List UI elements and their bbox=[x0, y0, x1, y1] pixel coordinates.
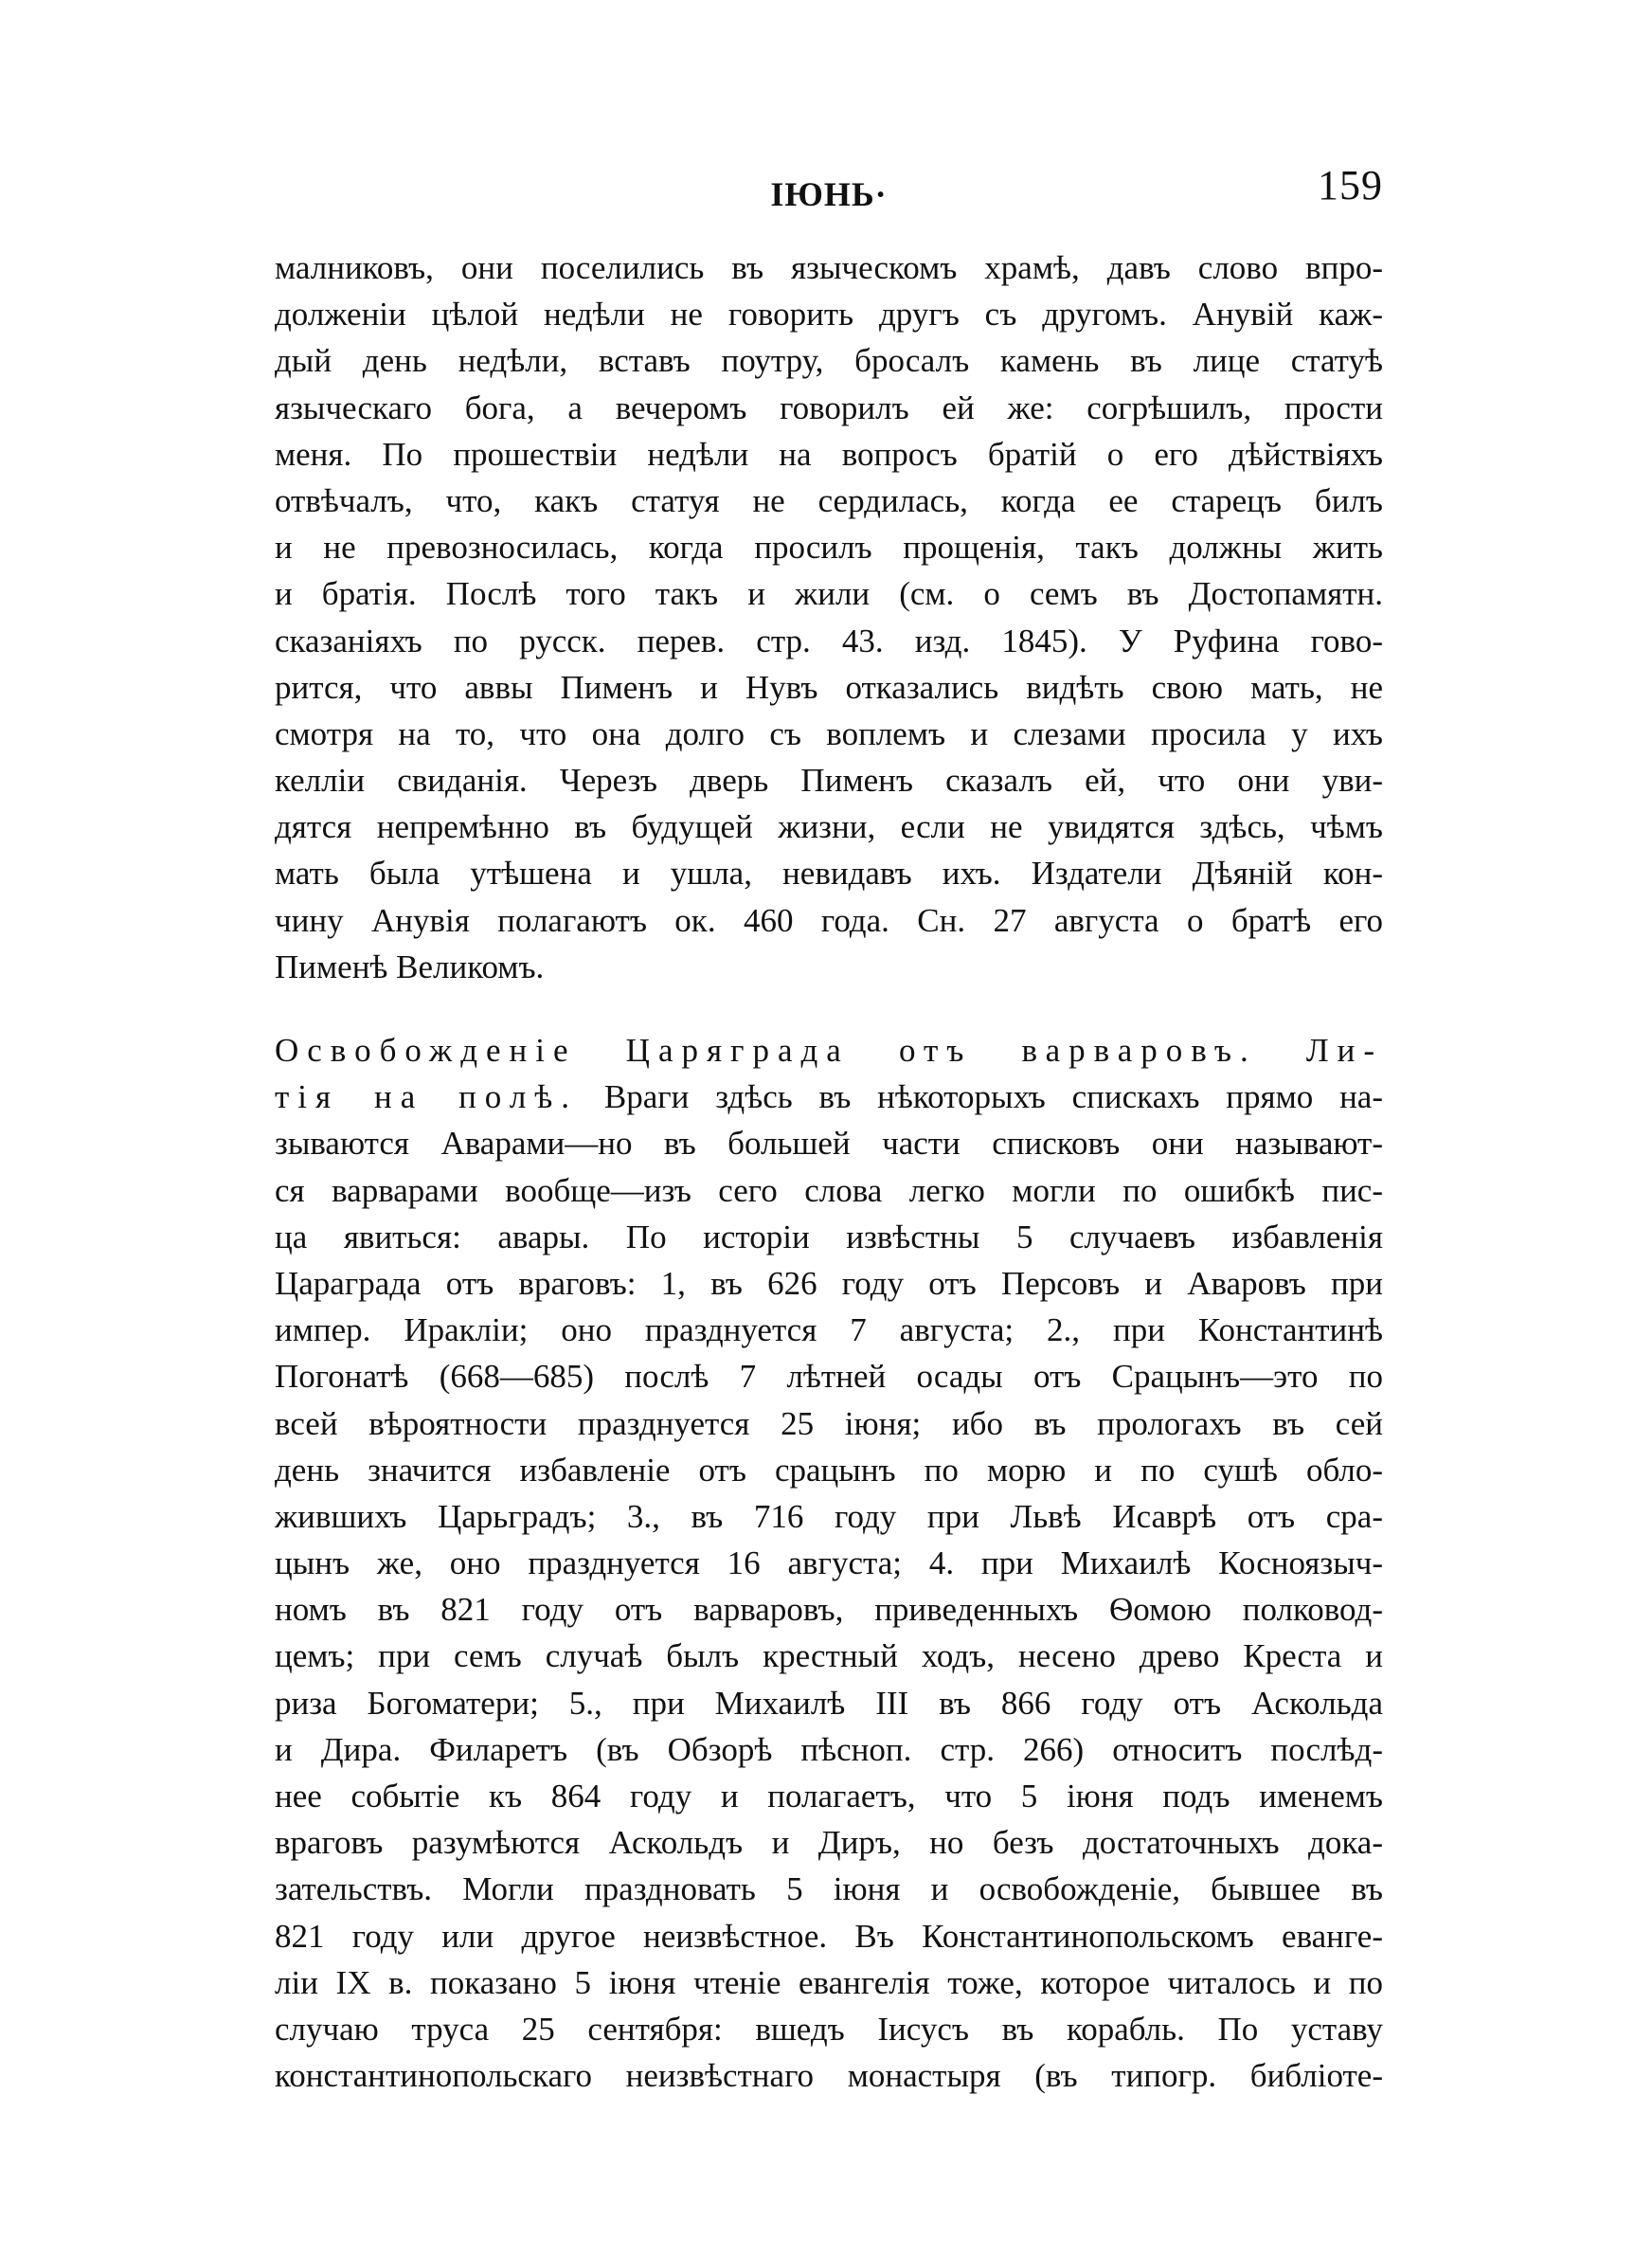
text-line: день значится избавленіе отъ срацынъ по морю и по сушѣ обло- bbox=[275, 1451, 1383, 1489]
text-line: мать была утѣшена и ушла, невидавъ ихъ. Издатели Дѣяній кон- bbox=[275, 855, 1383, 893]
running-title: ІЮНЬ· bbox=[770, 175, 888, 213]
text-line bbox=[275, 1074, 1383, 1120]
text-line: чину Анувія полагаютъ ок. 460 года. Сн. 27 августа о братѣ его bbox=[275, 901, 1383, 939]
paragraph-2 bbox=[275, 1027, 1383, 2099]
text-line: келліи свиданія. Черезъ дверь Пименъ сказалъ ей, что они уви- bbox=[275, 762, 1383, 800]
page-number: 159 bbox=[1318, 162, 1383, 208]
text-line: номъ въ 821 году отъ варваровъ, приведенныхъ Ѳомою полковод- bbox=[275, 1591, 1383, 1629]
text-line: враговъ разумѣются Аскольдъ и Диръ, но безъ достаточныхъ дока- bbox=[275, 1824, 1383, 1862]
text-line: цемъ; при семъ случаѣ былъ крестный ходъ, несено древо Креста и bbox=[275, 1637, 1383, 1675]
text-line: и Дира. Филаретъ (въ Обзорѣ пѣсноп. стр. 266) относитъ послѣд- bbox=[275, 1730, 1383, 1768]
paragraph-1 bbox=[275, 244, 1383, 990]
text-line: смотря на то, что она долго съ воплемъ и слезами просила у ихъ bbox=[275, 714, 1383, 752]
text-line: 821 году или другое неизвѣстное. Въ Константинопольскомъ еванге- bbox=[275, 1917, 1383, 1955]
text-line: Пименѣ Великомъ. bbox=[275, 948, 545, 985]
text-line: меня. По прошествіи недѣли на вопросъ братій о его дѣйствіяхъ bbox=[275, 435, 1383, 473]
text-line: Цараграда отъ враговъ: 1, въ 626 году отъ Персовъ и Аваровъ при bbox=[275, 1264, 1383, 1302]
text-line: сказаніяхъ по русск. перев. стр. 43. изд. 1845). У Руфина гово- bbox=[275, 622, 1383, 659]
text-line: отвѣчалъ, что, какъ статуя не сердилась, когда ее старецъ билъ bbox=[275, 481, 1383, 519]
text-line: дый день недѣли, вставъ поутру, бросалъ камень въ лице статуѣ bbox=[275, 342, 1383, 380]
section-heading-line bbox=[275, 1027, 1383, 1074]
text-line: цынъ же, оно празднуется 16 августа; 4. при Михаилѣ Косноязыч- bbox=[275, 1544, 1383, 1582]
text-line: языческаго бога, а вечеромъ говорилъ ей же: согрѣшилъ, прости bbox=[275, 388, 1383, 426]
text-line: долженіи цѣлой недѣли не говорить другъ съ другомъ. Анувій каж- bbox=[275, 296, 1383, 334]
text-line: зываются Аварами—но въ большей части списковъ они называют- bbox=[275, 1125, 1383, 1163]
text-line: и не превозносилась, когда просилъ прощенія, такъ должны жить bbox=[275, 529, 1383, 567]
text-line: случаю труса 25 сентября: вшедъ Іисусъ въ корабль. По уставу bbox=[275, 2010, 1383, 2048]
running-head bbox=[275, 161, 1383, 218]
text-line: нее событіе къ 864 году и полагаетъ, что 5 іюня подъ именемъ bbox=[275, 1778, 1383, 1815]
section-heading: Освобожденіе Царяграда отъ варваровъ. Ли- bbox=[275, 1032, 1383, 1069]
text-line: Погонатѣ (668—685) послѣ 7 лѣтней осады отъ Срацынъ—это по bbox=[275, 1358, 1383, 1396]
text-line: риза Богоматери; 5., при Михаилѣ III въ 866 году отъ Аскольда bbox=[275, 1684, 1383, 1722]
text-line: жившихъ Царьградъ; 3., въ 716 году при Львѣ Исаврѣ отъ сра- bbox=[275, 1497, 1383, 1535]
text-line: зательствъ. Могли праздновать 5 іюня и освобожденіе, бывшее въ bbox=[275, 1870, 1383, 1908]
text-line-rest: Враги здѣсь въ нѣкоторыхъ спискахъ прямо на- bbox=[603, 1078, 1383, 1116]
text-line: константинопольскаго неизвѣстнаго монастыря (въ типогр. библіоте- bbox=[275, 2057, 1383, 2095]
text-line: рится, что аввы Пименъ и Нувъ отказались видѣть свою мать, не bbox=[275, 668, 1383, 706]
text-line: ца явиться: авары. По исторіи извѣстны 5 случаевъ избавленія bbox=[275, 1218, 1383, 1255]
section-heading-continued: тія на полѣ. bbox=[275, 1078, 579, 1116]
text-line: и братія. Послѣ того такъ и жили (см. о семъ въ Достопамятн. bbox=[275, 575, 1383, 613]
text-line: малниковъ, они поселились въ языческомъ храмѣ, давъ слово впро- bbox=[275, 249, 1383, 286]
text-line: дятся непремѣнно въ будущей жизни, если не увидятся здѣсь, чѣмъ bbox=[275, 808, 1383, 846]
text-line: ліи IX в. показано 5 іюня чтеніе евангелія тоже, которое читалось и по bbox=[275, 1963, 1383, 2001]
text-line: импер. Иракліи; оно празднуется 7 августа; 2., при Константинѣ bbox=[275, 1311, 1383, 1349]
text-line: ся варварами вообще—изъ сего слова легко могли по ошибкѣ пис- bbox=[275, 1171, 1383, 1209]
text-line: всей вѣроятности празднуется 25 іюня; ибо въ прологахъ въ сей bbox=[275, 1404, 1383, 1442]
